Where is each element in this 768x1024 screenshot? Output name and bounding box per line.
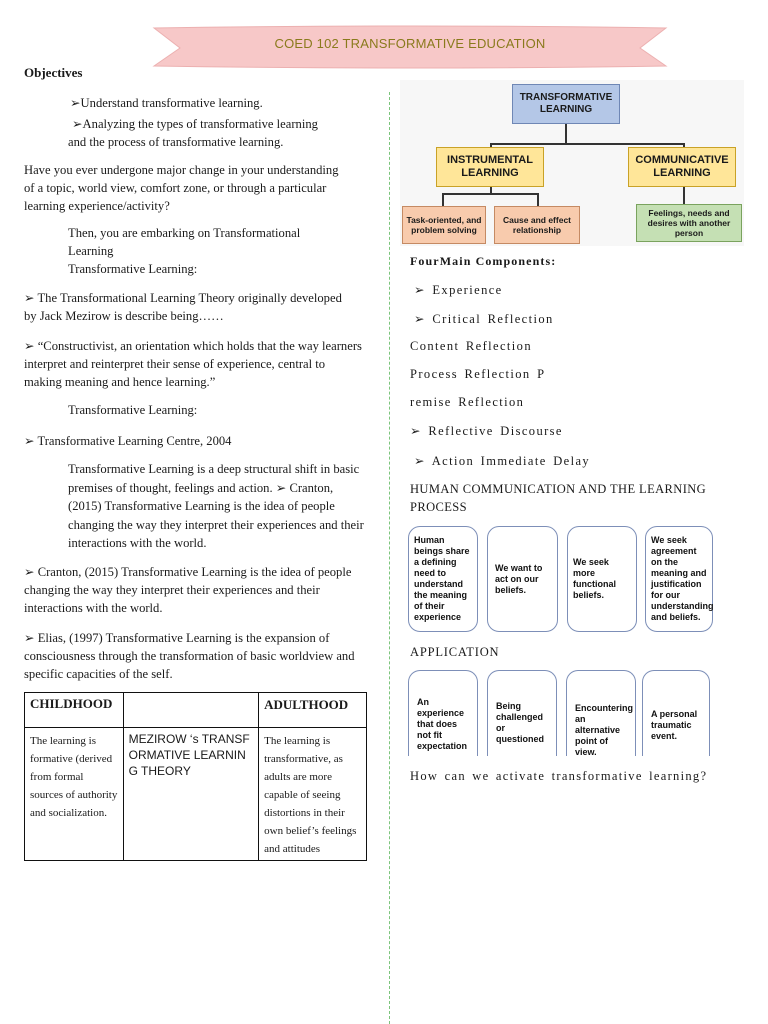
human-communication-heading: HUMAN COMMUNICATION AND THE LEARNING PROCESS (410, 482, 707, 514)
application-card-4 (642, 670, 710, 756)
objectives-heading: Objectives (24, 65, 83, 80)
mezirow-paragraph: ➢ The Transformational Learning Theory originally developed by Jack Mezirow is describe being…… (24, 291, 342, 323)
component-experience: ➢ Experience (414, 283, 503, 297)
deep-shift-paragraph: Transformative Learning is a deep structural shift in basic premises of thought, feelings and action. ➢ Cranton, (2015) Transformative Learning is the idea of people changing the way they interpret their experiences and their interactions with the world. (68, 462, 364, 550)
diagram-root-box (512, 84, 620, 124)
childhood-text: The learning is formative (derived from formal sources of authority and socialization. (30, 735, 118, 819)
communicative-learning-box (628, 147, 736, 187)
objective-2b: and the process of transformative learning. (68, 135, 284, 149)
component-critical-reflection: ➢ Critical Reflection (414, 312, 554, 326)
connector-horizontal (490, 143, 684, 145)
connector-instr-horizontal (442, 193, 538, 195)
childhood-header-text: CHILDHOOD (30, 696, 113, 711)
objective-2a: ➢Analyzing the types of transformative learning (72, 117, 318, 131)
table-body-row (25, 728, 367, 861)
childhood-adulthood-table (24, 692, 367, 861)
application-heading: APPLICATION (410, 645, 500, 659)
human-card-4-text: We seek agreement on the meaning and justification for our understanding and beliefs. (651, 535, 714, 622)
application-card-2-text: Being challenged or questioned (496, 701, 545, 744)
human-card-3 (567, 526, 637, 632)
human-card-4 (645, 526, 713, 632)
question-paragraph: Have you ever undergone major change in your understanding of a topic, world view, comfort zone, or through a particular learning experience/activity? (24, 163, 339, 213)
title-banner (150, 22, 670, 72)
task-label: Task-oriented, and problem solving (406, 215, 482, 235)
adulthood-header-text: ADULTHOOD (264, 697, 349, 712)
transformative-learning-label: Transformative Learning: (68, 262, 198, 276)
elias-paragraph: ➢ Elias, (1997) Transformative Learning is the expansion of consciousness through the transformation of basic worldview and specific capacities of the self. (24, 631, 355, 681)
human-card-1 (408, 526, 478, 632)
application-card-4-text: A personal traumatic event. (651, 709, 698, 741)
banner-title: COED 102 TRANSFORMATIVE EDUCATION (274, 36, 546, 51)
application-card-2 (487, 670, 557, 756)
cranton-paragraph: ➢ Cranton, (2015) Transformative Learning is the idea of people changing the way they interpret their experiences and their interactions with the world. (24, 565, 352, 615)
transformative-learning-label-2: Transformative Learning: (68, 403, 198, 417)
instrumental-label: INSTRUMENTAL LEARNING (447, 154, 533, 179)
table-header-row (25, 693, 367, 728)
connector-root (565, 124, 567, 144)
connector-cause (537, 193, 539, 206)
instrumental-learning-box (436, 147, 544, 187)
embark-paragraph: Then, you are embarking on Transformational Learning (68, 226, 301, 258)
diagram-root-label: TRANSFORMATIVE LEARNING (519, 92, 613, 115)
application-card-3-text: Encountering an alternative point of view. (575, 703, 633, 757)
connector-feelings (683, 187, 685, 204)
cause-label: Cause and effect relationship (502, 215, 572, 235)
human-card-1-text: Human beings share a defining need to understand the meaning of their experience (414, 535, 470, 622)
mezirow-theory-text: MEZIROW ‘s TRANSFORMATIVE LEARNING THEORY (128, 732, 250, 778)
feelings-needs-box (636, 204, 742, 242)
column-divider (389, 92, 390, 1024)
adulthood-text: The learning is transformative, as adults are more capable of seeing distortions in their own belief’s feelings and attitudes (264, 735, 357, 855)
component-content-reflection: Content Reflection (410, 339, 532, 353)
human-card-2-text: We want to act on our beliefs. (495, 563, 543, 595)
cause-effect-box (494, 206, 580, 244)
communicative-label: COMMUNICATIVE LEARNING (635, 154, 729, 179)
component-premise-reflection: remise Reflection (410, 395, 525, 409)
final-question: How can we activate transformative learning? (410, 769, 708, 783)
table-cell-mezirow (123, 728, 259, 861)
feelings-label: Feelings, needs and desires with another person (647, 208, 731, 238)
table-cell-adulthood (259, 728, 367, 861)
table-header-adulthood (259, 693, 367, 728)
table-header-middle (123, 693, 259, 728)
human-card-3-text: We seek more functional beliefs. (573, 557, 616, 600)
component-action: ➢ Action Immediate Delay (414, 454, 591, 468)
table-header-childhood (25, 693, 124, 728)
constructivist-paragraph: ➢ “Constructivist, an orientation which holds that the way learners interpret and reinterpret their sense of experience, central to making meaning and hence learning.” (24, 339, 362, 389)
application-card-1 (408, 670, 478, 756)
application-card-1-text: An experience that does not fit expectation (417, 697, 468, 751)
centre-reference: ➢ Transformative Learning Centre, 2004 (24, 434, 232, 448)
table-cell-childhood (25, 728, 124, 861)
objective-1: ➢Understand transformative learning. (70, 96, 263, 110)
component-reflective-discourse: ➢ Reflective Discourse (410, 424, 563, 438)
application-card-3 (566, 670, 636, 756)
components-heading: FourMain Components: (410, 254, 557, 268)
task-oriented-box (402, 206, 486, 244)
human-card-2 (487, 526, 558, 632)
connector-task (442, 193, 444, 206)
component-process-reflection: Process Reflection P (410, 367, 546, 381)
